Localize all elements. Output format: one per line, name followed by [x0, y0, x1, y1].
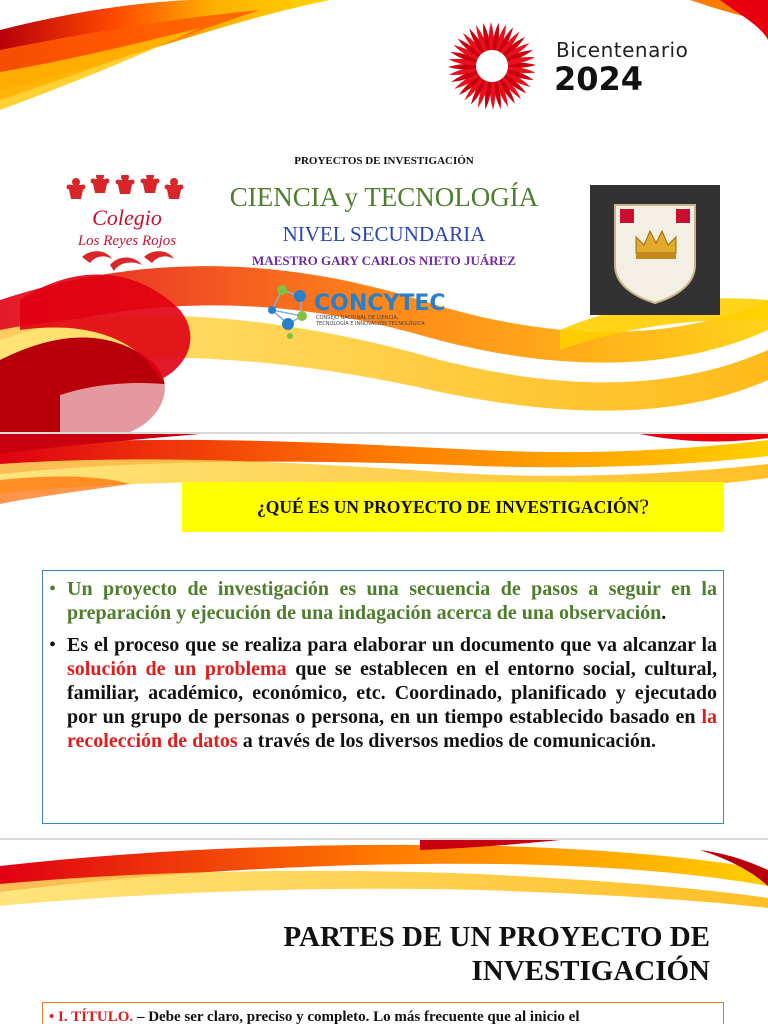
question-mark: ?: [639, 494, 650, 519]
titulo-description: – Debe ser claro, preciso y completo. Lo más frecuente que al inicio el: [133, 1009, 580, 1024]
colegio-los-reyes-rojos-logo: [62, 175, 192, 280]
titulo-item-box: [42, 1002, 724, 1024]
definition-item-1-period: .: [661, 602, 667, 624]
concytec-tagline-2: TECNOLOGÍA E INNOVACIÓN TECNOLÓGICA: [316, 321, 425, 327]
concytec-logo: [262, 280, 462, 342]
slide-2-definition: [0, 434, 768, 838]
level-subtitle: NIVEL SECUNDARIA: [282, 222, 486, 246]
colegio-word: Colegio: [92, 205, 162, 230]
proyectos-label: PROYECTOS DE INVESTIGACIÓN: [294, 155, 474, 167]
titulo-label: I. TÍTULO.: [58, 1009, 134, 1024]
concytec-tagline-1: CONSEJO NACIONAL DE CIENCIA,: [316, 315, 399, 321]
definition-item-1: [49, 577, 717, 625]
slide-1-title: [0, 0, 768, 432]
bullet-icon: •: [49, 578, 57, 600]
bullet-icon: •: [49, 1009, 59, 1024]
teacher-name: MAESTRO GARY CARLOS NIETO JUÁREZ: [252, 253, 516, 268]
bullet-icon: •: [49, 634, 57, 656]
bicentenario-label: Bicentenario: [556, 38, 689, 62]
red-orange-swoosh-decoration: [0, 840, 768, 910]
definition-item-2-text-a: Es el proceso que se realiza para elaborar un documento que va alcanzar la: [67, 634, 717, 656]
question-text: ¿QUÉ ES UN PROYECTO DE INVESTIGACIÓN: [256, 496, 640, 517]
highlight-solucion-problema: solución de un problema: [67, 658, 287, 680]
question-banner: [182, 482, 724, 532]
parts-title: [190, 920, 710, 988]
concytec-name: CONCYTEC: [314, 291, 446, 316]
bicentenario-sun-logo: [446, 20, 538, 112]
school-crest-logo: [590, 185, 720, 315]
parts-title-line-1: PARTES DE UN PROYECTO DE: [283, 921, 710, 953]
definition-item-2-text-b: que se establecen en el entorno social, cultural, familiar, académico, económico, etc. Coordinado, planificado y ejecutado por un grupo de personas o persona, en un tiempo establecido basado en: [67, 658, 718, 728]
definition-item-1-text: Un proyecto de investigación es una secuencia de pasos a seguir en la preparación y ejecución de una indagación acerca de una observación: [67, 578, 717, 624]
highlight-recoleccion-datos: la recolección de datos: [67, 706, 717, 752]
subject-title: CIENCIA y TECNOLOGÍA: [229, 182, 539, 212]
definition-item-2: [49, 633, 717, 753]
definition-item-2-text-c: a través de los diversos medios de comunicación.: [237, 730, 657, 752]
slide-3-parts: [0, 840, 768, 1024]
definition-box: [42, 570, 724, 824]
parts-title-line-2: INVESTIGACIÓN: [471, 955, 710, 987]
los-reyes-rojos-word: Los Reyes Rojos: [77, 233, 177, 249]
bicentenario-year: 2024: [554, 60, 644, 98]
